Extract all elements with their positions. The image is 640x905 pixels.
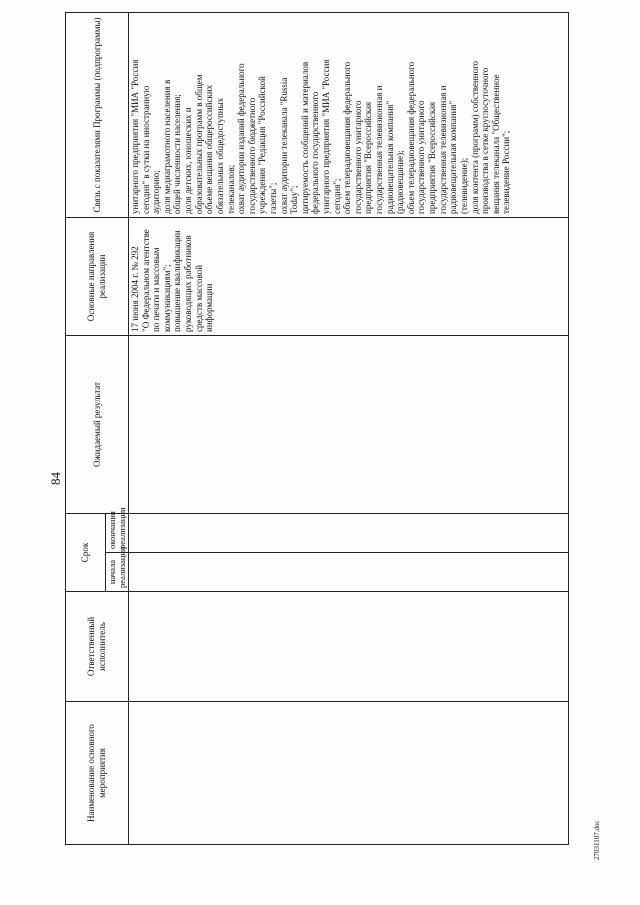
directions-line: информации — [204, 283, 215, 332]
indicators-line: цитируемость сообщений и материалов — [299, 61, 310, 214]
cell-executor — [129, 592, 569, 702]
directions-line: 17 июня 2004 г. № 292 — [130, 246, 141, 332]
indicators-line: объем телерадиовещания федерального — [342, 61, 353, 214]
indicators-line: телевидение России"; — [501, 130, 512, 214]
indicators-line: (радиовещание); — [395, 150, 406, 214]
indicators-line: государственного унитарного — [416, 100, 427, 214]
indicators-line: объем телерадиовещания федерального — [405, 61, 416, 214]
directions-line: по печати и массовым — [151, 247, 162, 332]
indicators-line: охват аудитории телеканала "Russia — [278, 77, 289, 214]
indicators-line: (телевидение); — [458, 157, 469, 214]
directions-line: повышение квалификации — [172, 230, 183, 332]
indicators-line: аудиторию; — [151, 170, 162, 214]
directions-line: средств массовой — [193, 264, 204, 332]
indicators-line: объеме вещания общероссийских — [204, 84, 215, 214]
indicators-line: унитарного предприятия "МИА "Россия — [321, 59, 331, 214]
indicators-line: охват аудитории изданий федерального — [236, 63, 247, 214]
header-indicators: Связь с показателями Программы (подпрограммы) — [66, 12, 129, 217]
cell-name — [129, 702, 569, 845]
indicators-line: доля контента (программ) собственного — [469, 60, 480, 214]
page-number: 84 — [48, 472, 63, 485]
measures-table — [65, 12, 569, 845]
indicators-line: государственного унитарного — [352, 100, 363, 214]
indicators-line: государственная телевизионная и — [437, 85, 448, 214]
indicators-line: обязательных общедоступных — [214, 97, 225, 214]
indicators-line: вещания телеканала "Общественное — [490, 74, 501, 214]
directions-line: руководящих работников — [183, 235, 194, 332]
indicators-line: сегодня"; — [331, 178, 342, 214]
indicators-line: телеканалов; — [225, 164, 236, 214]
indicators-line: газеты"; — [267, 182, 278, 214]
indicators-line: государственного бюджетного — [246, 97, 257, 214]
indicators-line: образовательных программ в общем — [193, 74, 204, 214]
indicators-line: федерального государственного — [310, 91, 321, 214]
cell-term-start — [129, 553, 569, 592]
document-filename: 27031107.doc — [593, 820, 601, 860]
cell-directions — [129, 217, 569, 335]
header-term-start: начала реализации — [106, 553, 129, 592]
header-name: Наименование основного мероприятия — [66, 702, 129, 845]
table-row — [129, 12, 569, 844]
indicators-line: сегодня" в сутки на иностранную — [140, 85, 151, 214]
directions-line: "О Федеральном агентстве — [140, 229, 151, 332]
indicators-line: доля детских, юношеских и — [183, 107, 194, 214]
directions-line: коммуникациям"; — [161, 264, 172, 332]
header-term: Срок — [66, 513, 106, 591]
header-result: Ожидаемый результат — [66, 335, 129, 513]
indicators-line: общей численности населения; — [172, 94, 183, 214]
indicators-line: Today"; — [289, 185, 300, 214]
indicators-line: унитарного предприятия "МИА "Россия — [130, 59, 141, 214]
header-term-end: окончания реализации — [106, 513, 129, 552]
indicators-line: производства в сетке круглосуточного — [480, 67, 491, 214]
indicators-line: радиовещательная компания" — [448, 100, 459, 214]
header-executor: Ответственный исполнитель — [66, 592, 129, 702]
indicators-line: учреждения "Редакция "Российской — [257, 76, 268, 214]
indicators-line: предприятия "Всероссийская — [427, 101, 438, 214]
cell-result — [129, 335, 569, 513]
indicators-line: радиовещательная компания" — [384, 100, 395, 214]
indicators-line: доля медиаграмотного населения в — [161, 79, 172, 214]
header-directions: Основные направления реализации — [66, 217, 129, 335]
indicators-line: предприятия "Всероссийская — [363, 101, 374, 214]
cell-indicators — [129, 12, 569, 217]
cell-term-end — [129, 513, 569, 552]
indicators-line: государственная телевизионная и — [374, 85, 385, 214]
